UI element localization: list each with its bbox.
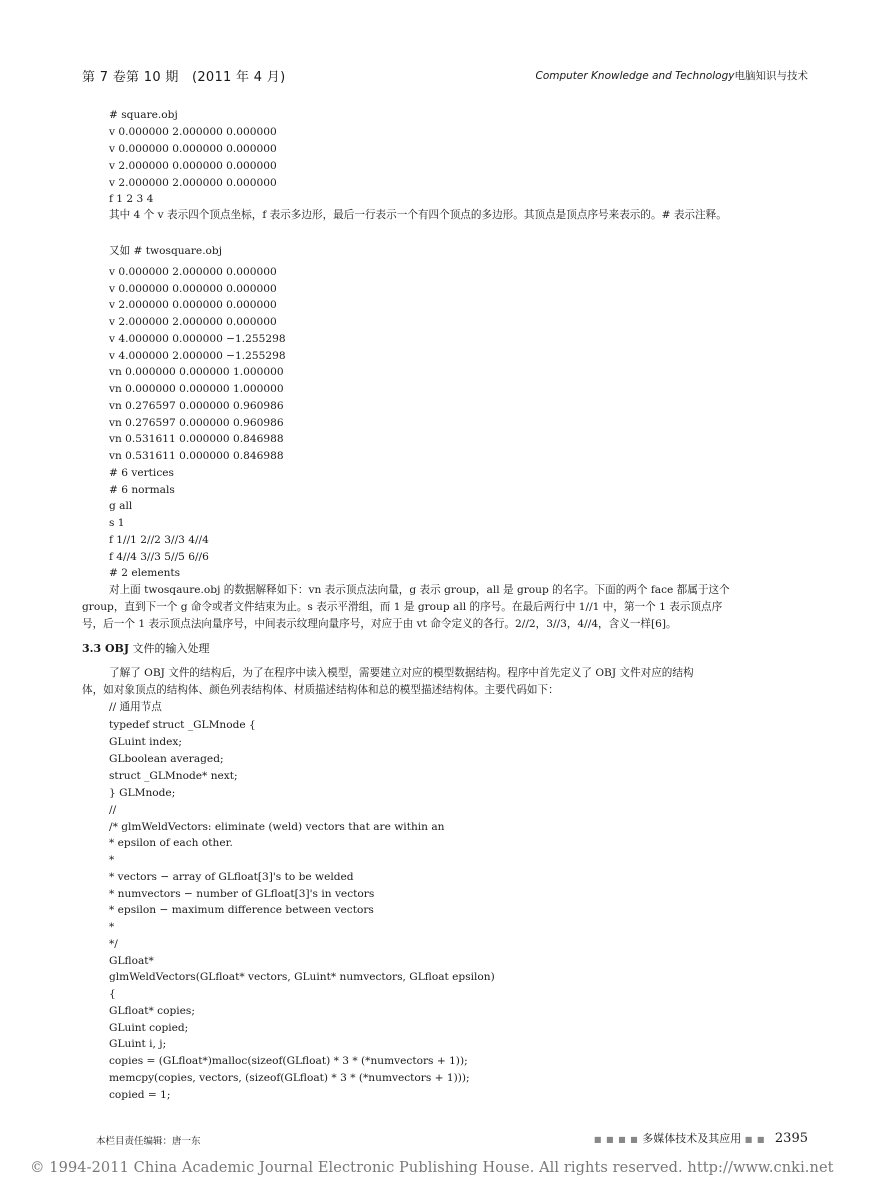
code-line: v 0.000000 0.000000 0.000000 — [109, 143, 277, 155]
code-line: GLuint copied; — [109, 1022, 189, 1034]
code-line: memcpy(copies, vectors, (sizeof(GLfloat) * 3 * (*numvectors + 1))); — [109, 1072, 470, 1084]
code-line: v 2.000000 2.000000 0.000000 — [109, 177, 277, 189]
journal-title-en: Computer Knowledge and Technology — [535, 70, 735, 82]
code-line: vn 0.000000 0.000000 1.000000 — [109, 383, 284, 395]
code-line: /* glmWeldVectors: eliminate (weld) vectors that are within an — [109, 821, 445, 833]
code-line: * — [109, 921, 115, 933]
twosquare-intro: 又如 # twosquare.obj — [109, 245, 223, 257]
code-line: v 4.000000 2.000000 −1.255298 — [109, 350, 286, 362]
code-line: * epsilon of each other. — [109, 837, 233, 849]
footer-dots-left: ■ ■ ■ ■ — [593, 1135, 639, 1144]
code-line: v 2.000000 0.000000 0.000000 — [109, 160, 277, 172]
paragraph-line: group，直到下一个 g 命令或者文件结束为止。s 表示平滑组，而 1 是 group all 的序号。在最后两行中 1//1 中，第一个 1 表示顶点序 — [82, 601, 723, 613]
code-line: v 0.000000 0.000000 0.000000 — [109, 283, 277, 295]
code-line: GLuint index; — [109, 736, 182, 748]
code-line: } GLMnode; — [109, 787, 176, 799]
code-line: f 1//1 2//2 3//3 4//4 — [109, 534, 209, 546]
code-line: v 4.000000 0.000000 −1.255298 — [109, 333, 286, 345]
code-line: # square.obj — [109, 109, 178, 121]
code-line: f 4//4 3//3 5//5 6//6 — [109, 551, 209, 563]
paragraph-line: 体，如对象顶点的结构体、颜色列表结构体、材质描述结构体和总的模型描述结构体。主要代码如下： — [82, 684, 559, 696]
paragraph-square-explain: 其中 4 个 v 表示四个顶点坐标，f 表示多边形，最后一行表示一个有四个顶点的多边形。其顶点是顶点序号来表示的。# 表示注释。 — [109, 209, 727, 221]
journal-title-cn: 电脑知识与技术 — [734, 70, 808, 82]
code-line: * — [109, 854, 115, 866]
code-line: GLboolean averaged; — [109, 753, 224, 765]
code-line: v 0.000000 2.000000 0.000000 — [109, 126, 277, 138]
issue-info: 第 7 卷第 10 期 (2011 年 4 月) — [82, 70, 286, 85]
code-line: vn 0.276597 0.000000 0.960986 — [109, 417, 284, 429]
code-line: vn 0.000000 0.000000 1.000000 — [109, 366, 284, 378]
paragraph-line: 了解了 OBJ 文件的结构后，为了在程序中读入模型，需要建立对应的模型数据结构。程序中首先定义了 OBJ 文件对应的结构 — [109, 667, 694, 679]
code-line: s 1 — [109, 517, 125, 529]
section-title: 文件的输入处理 — [129, 642, 210, 655]
column-editor: 本栏目责任编辑：唐一东 — [96, 1136, 201, 1147]
code-line: // 通用节点 — [109, 701, 162, 713]
code-line: * vectors − array of GLfloat[3]'s to be welded — [109, 871, 354, 883]
code-line: # 2 elements — [109, 567, 181, 579]
section-number: 3.3 OBJ — [82, 642, 130, 655]
code-line: */ — [109, 938, 118, 950]
footer-column-name: 多媒体技术及其应用 — [642, 1132, 742, 1145]
code-line: typedef struct _GLMnode { — [109, 719, 256, 731]
code-line: # 6 vertices — [109, 467, 174, 479]
footer-dots-right: ■ ■ — [744, 1135, 766, 1144]
code-line: glmWeldVectors(GLfloat* vectors, GLuint* numvectors, GLfloat epsilon) — [109, 971, 495, 983]
code-line: v 2.000000 0.000000 0.000000 — [109, 299, 277, 311]
journal-title — [536, 68, 809, 83]
code-line: GLuint i, j; — [109, 1038, 167, 1050]
page-number: 2395 — [774, 1131, 808, 1146]
code-line: vn 0.531611 0.000000 0.846988 — [109, 450, 284, 462]
code-line: { — [109, 988, 116, 1000]
code-line: v 2.000000 2.000000 0.000000 — [109, 316, 277, 328]
paragraph-line: 号，后一个 1 表示顶点法向量序号，中间表示纹理向量序号，对应于由 vt 命令定义的各行。2//2，3//3，4//4，含义一样[6]。 — [82, 618, 677, 630]
paragraph-line: 对上面 twosqaure.obj 的数据解释如下：vn 表示顶点法向量，g 表示 group，all 是 group 的名字。下面的两个 face 都属于这个 — [109, 584, 730, 596]
code-line: vn 0.276597 0.000000 0.960986 — [109, 400, 284, 412]
code-line: GLfloat* — [109, 955, 154, 967]
code-line: vn 0.531611 0.000000 0.846988 — [109, 433, 284, 445]
code-line: v 0.000000 2.000000 0.000000 — [109, 266, 277, 278]
code-line: copied = 1; — [109, 1089, 171, 1101]
code-line: * numvectors − number of GLfloat[3]'s in vectors — [109, 888, 375, 900]
code-line: // — [109, 804, 117, 816]
footer-column — [594, 1130, 808, 1146]
code-line: # 6 normals — [109, 484, 175, 496]
code-line: struct _GLMnode* next; — [109, 770, 238, 782]
section-heading — [82, 640, 210, 656]
code-line: * epsilon − maximum difference between vectors — [109, 904, 374, 916]
code-line: GLfloat* copies; — [109, 1005, 195, 1017]
code-line: copies = (GLfloat*)malloc(sizeof(GLfloat) * 3 * (*numvectors + 1)); — [109, 1055, 468, 1067]
copyright-notice: © 1994-2011 China Academic Journal Electronic Publishing House. All rights reserved. http://www.cnki.net — [30, 1160, 834, 1176]
code-line: g all — [109, 500, 133, 512]
code-line: f 1 2 3 4 — [109, 193, 154, 205]
